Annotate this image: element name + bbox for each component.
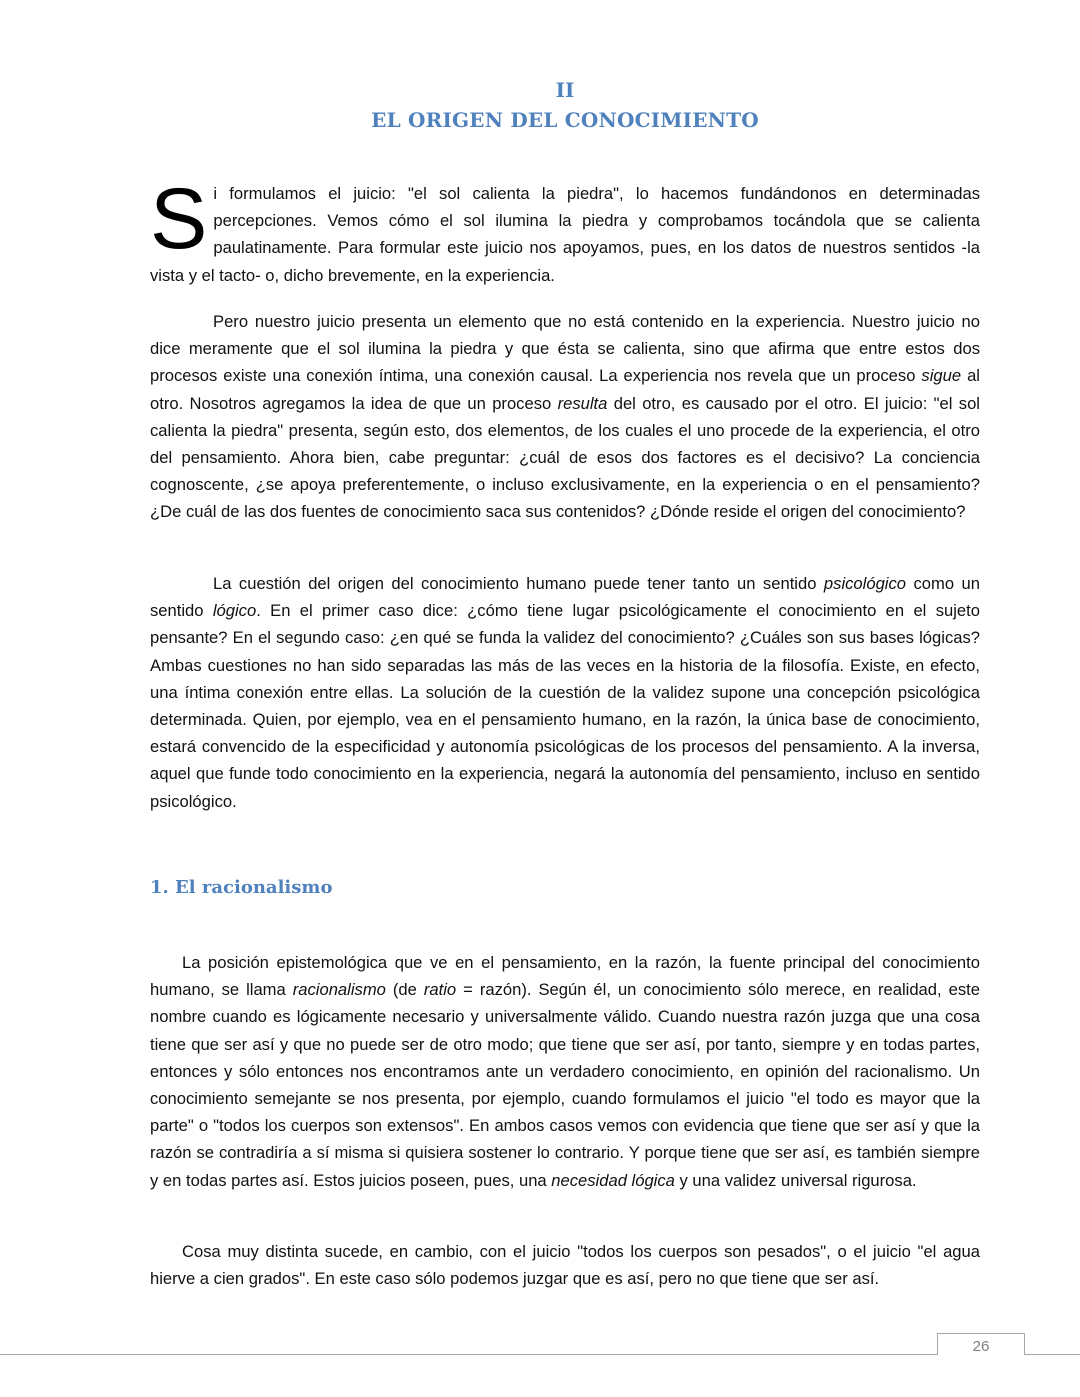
- emphasis: sigue: [921, 366, 962, 386]
- emphasis: necesidad lógica: [551, 1170, 675, 1190]
- text-run: del otro, es causado por el otro. El juicio: "el sol calienta la piedra" presenta, según esto, dos elementos, de los cuales el uno procede de la experiencia, el otro del pensamiento. Ahora bien, cabe preguntar: ¿cuál de esos dos factores es el decisivo? La conciencia cognoscente, ¿se apoya preferentemente, o incluso exclusivamente, en la experiencia o en el pensamiento? ¿De cuál de las dos fuentes de conocimiento saca sus contenidos? ¿Dónde reside el origen del conocimiento?: [150, 393, 980, 522]
- emphasis: resulta: [557, 393, 608, 413]
- text-run: (de: [385, 980, 424, 1000]
- text-run: al otro. Nosotros agregamos la idea de que un proceso: [150, 366, 980, 413]
- text-run: y una validez universal rigurosa.: [674, 1170, 917, 1190]
- text-run: La cuestión del origen del conocimiento humano puede tener tanto un sentido: [213, 574, 824, 593]
- intro-paragraph-3: [150, 570, 980, 815]
- text-run: La posición epistemológica que ve en el pensamiento, en la razón, la fuente principal del conocimiento humano, se llama: [150, 953, 980, 1000]
- text-run: como un sentido: [150, 574, 980, 621]
- section-paragraph-2: [150, 1238, 980, 1292]
- page-number: 26: [937, 1333, 1025, 1355]
- chapter-heading: [150, 76, 980, 136]
- text-run: Pero nuestro juicio presenta un elemento que no está contenido en la experiencia. Nuestro juicio no dice meramente que el sol ilumina la piedra y que ésta se calienta, sino que afirma que entre estos dos procesos existe una conexión íntima, una conexión causal. La experiencia nos revela que un proceso: [150, 312, 980, 386]
- emphasis: lógico: [212, 601, 257, 621]
- text-run: . En el primer caso dice: ¿cómo tiene lugar psicológicamente el conocimiento en el sujeto pensante? En el segundo caso: ¿en qué se funda la validez del conocimiento? ¿Cuáles son sus bases lógicas? Ambas cuestiones no han sido separadas las más de las veces en la historia de la filosofía. Existe, en efecto, una íntima conexión entre ellas. La solución de la cuestión de la validez supone una concepción psicológica determinada. Quien, por ejemplo, vea en el pensamiento humano, en la razón, la única base de conocimiento, estará convencido de la especificidad y autonomía psicológicas de los procesos del pensamiento. A la inversa, aquel que funde todo conocimiento en la experiencia, negará la autonomía del pensamiento, incluso en sentido psicológico.: [150, 601, 980, 811]
- text-run: Cosa muy distinta sucede, en cambio, con el juicio "todos los cuerpos son pesados", o el juicio "el agua hierve a cien grados". En este caso sólo podemos juzgar que es así, pero no que tiene que ser así.: [150, 1242, 980, 1289]
- section-paragraph-1: [150, 949, 980, 1194]
- emphasis: racionalismo: [292, 980, 386, 1000]
- emphasis: ratio: [423, 980, 457, 1000]
- section-heading: 1. El racionalismo: [150, 877, 333, 898]
- intro-paragraph-1-text: i formulamos el juicio: "el sol calienta la piedra", lo hacemos fundándonos en determinadas percepciones. Vemos cómo el sol ilumina la piedra y comprobamos tocándola que se calienta paulatinamente. Para formular este juicio nos apoyamos, pues, en los datos de nuestros sentidos -la vista y el tacto- o, dicho brevemente, en la experiencia.: [150, 184, 980, 285]
- intro-paragraph-2: [150, 308, 980, 526]
- drop-cap: S: [150, 171, 208, 267]
- emphasis: psicológico: [823, 574, 907, 593]
- chapter-number: II: [555, 78, 575, 102]
- chapter-title: EL ORIGEN DEL CONOCIMIENTO: [371, 108, 759, 132]
- text-run: = razón). Según él, un conocimiento sólo merece, en realidad, este nombre cuando es lógicamente necesario y universalmente válido. Cuando nuestra razón juzga que una cosa tiene que ser así y que no puede ser de otro modo; que tiene que ser así, por tanto, siempre y en todas partes, entonces y sólo entonces nos encontramos ante un verdadero conocimiento, en opinión del racionalismo. Un conocimiento semejante se nos presenta, por ejemplo, cuando formulamos el juicio "el todo es mayor que la parte" o "todos los cuerpos son extensos". En ambos casos vemos con evidencia que tiene que ser así y que la razón se contradiría a sí misma si quisiera sostener lo contrario. Y porque tiene que ser así, es también siempre y en todas partes así. Estos juicios poseen, pues, una: [150, 980, 980, 1190]
- footer-rule: [0, 1354, 1080, 1355]
- intro-paragraph-1: [150, 171, 980, 289]
